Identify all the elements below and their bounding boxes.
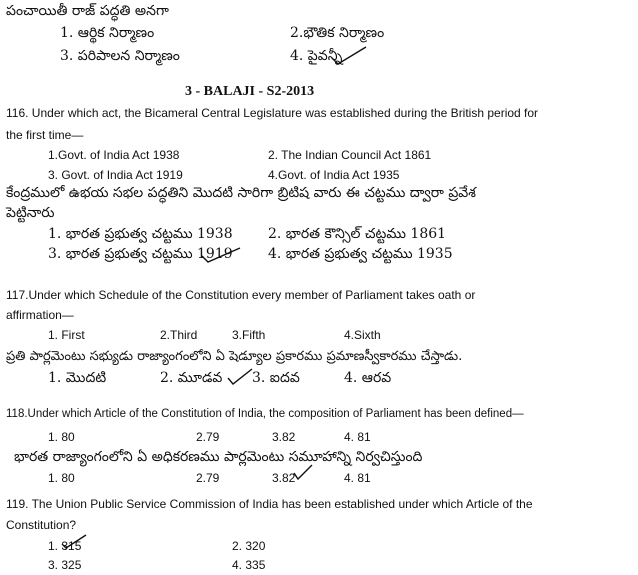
q117-text-line2: affirmation— [6,308,74,322]
q116-telugu-line1: కేంద్రములో ఉభయ సభల పద్ధతిని మొదటి సారిగా బ్రిటిష వారు ఈ చట్టము ద్వారా ప్రవేశ [6,185,476,201]
q119-text-line1: 119. The Union Public Service Commission of India has been established under which Article of the [6,497,533,511]
q119-option-1: 1. 315 [48,539,82,553]
q118-option-1: 1. 80 [48,430,75,444]
q116-text-line2: the first time— [6,128,84,142]
q116-option-2: 2. The Indian Council Act 1861 [268,148,432,162]
q116-telugu-option-3: 3. భారత ప్రభుత్వ చట్టము 1919 [48,246,233,262]
q116-option-3: 3. Govt. of India Act 1919 [48,168,183,182]
q118-telugu-option-2: 2.79 [196,471,220,485]
q116-option-1: 1.Govt. of India Act 1938 [48,148,180,162]
q117-telugu-option-1: 1. మొదటి [48,370,107,386]
q119-text-line2: Constitution? [6,518,77,532]
check-mark-icon [60,532,88,550]
check-mark-icon [292,463,314,481]
q117-telugu-line: ప్రతి పార్లమెంటు సభ్యుడు రాజ్యాంగంలోని ఏ షెడ్యూల ప్రకారము ప్రమాణస్వీకారము చేస్తాడు. [6,349,463,364]
q116-text-line1: 116. Under which act, the Bicameral Central Legislature was established during the British period for [6,106,539,120]
q119-option-2: 2. 320 [232,539,266,553]
q116-option-4: 4.Govt. of India Act 1935 [268,168,400,182]
q117-option-1: 1. First [48,328,85,342]
q118-telugu-option-4: 4. 81 [344,471,371,485]
q116-telugu-option-2: 2. భారత కౌన్సిల్ చట్టము 1861 [268,226,447,242]
q118-option-4: 4. 81 [344,430,371,444]
q118-text: 118.Under which Article of the Constitution of India, the composition of Parliament has been defined— [6,408,524,420]
q117-telugu-option-4: 4. ఆరవ [344,370,392,386]
q117-text-line1: 117.Under which Schedule of the Constitution every member of Parliament takes oath or [6,288,476,302]
q118-telugu-option-3: 3.82 [272,471,296,485]
check-mark-icon [330,44,368,66]
q116-telugu-option-4: 4. భారత ప్రభుత్వ చట్టము 1935 [268,246,453,262]
intro-option-2: 2.భౌతిక నిర్మాణం [290,25,385,41]
q116-telugu-line2: పెట్టినారు [6,205,55,221]
check-mark-icon [200,244,242,264]
q118-telugu-option-1: 1. 80 [48,471,75,485]
q117-telugu-option-3: 3. ఐదవ [252,370,300,386]
q119-option-4: 4. 335 [232,558,266,572]
q117-option-2: 2.Third [160,328,198,342]
q117-option-4: 4.Sixth [344,328,381,342]
intro-option-3: 3. పరిపాలన నిర్మాణం [60,48,180,64]
intro-question: పంచాయితీ రాజ్ పద్ధతి అనగా [6,3,169,19]
q116-telugu-option-1: 1. భారత ప్రభుత్వ చట్టము 1938 [48,226,233,242]
q117-telugu-option-2: 2. మూడవ [160,370,223,386]
q119-option-3: 3. 325 [48,558,82,572]
check-mark-icon [226,366,254,386]
q117-option-3: 3.Fifth [232,328,266,342]
intro-option-4: 4. పైవన్నీ [290,48,343,64]
q118-option-2: 2.79 [196,430,220,444]
q118-telugu-line: భారత రాజ్యాంగంలోని ఏ అధికరణము పార్లమెంటు సమూహాన్ని నిర్వచిస్తుంది [14,449,423,465]
q118-option-3: 3.82 [272,430,296,444]
section-title: 3 - BALAJI - S2-2013 [185,84,315,99]
intro-option-1: 1. ఆర్థిక నిర్మాణం [60,25,155,41]
